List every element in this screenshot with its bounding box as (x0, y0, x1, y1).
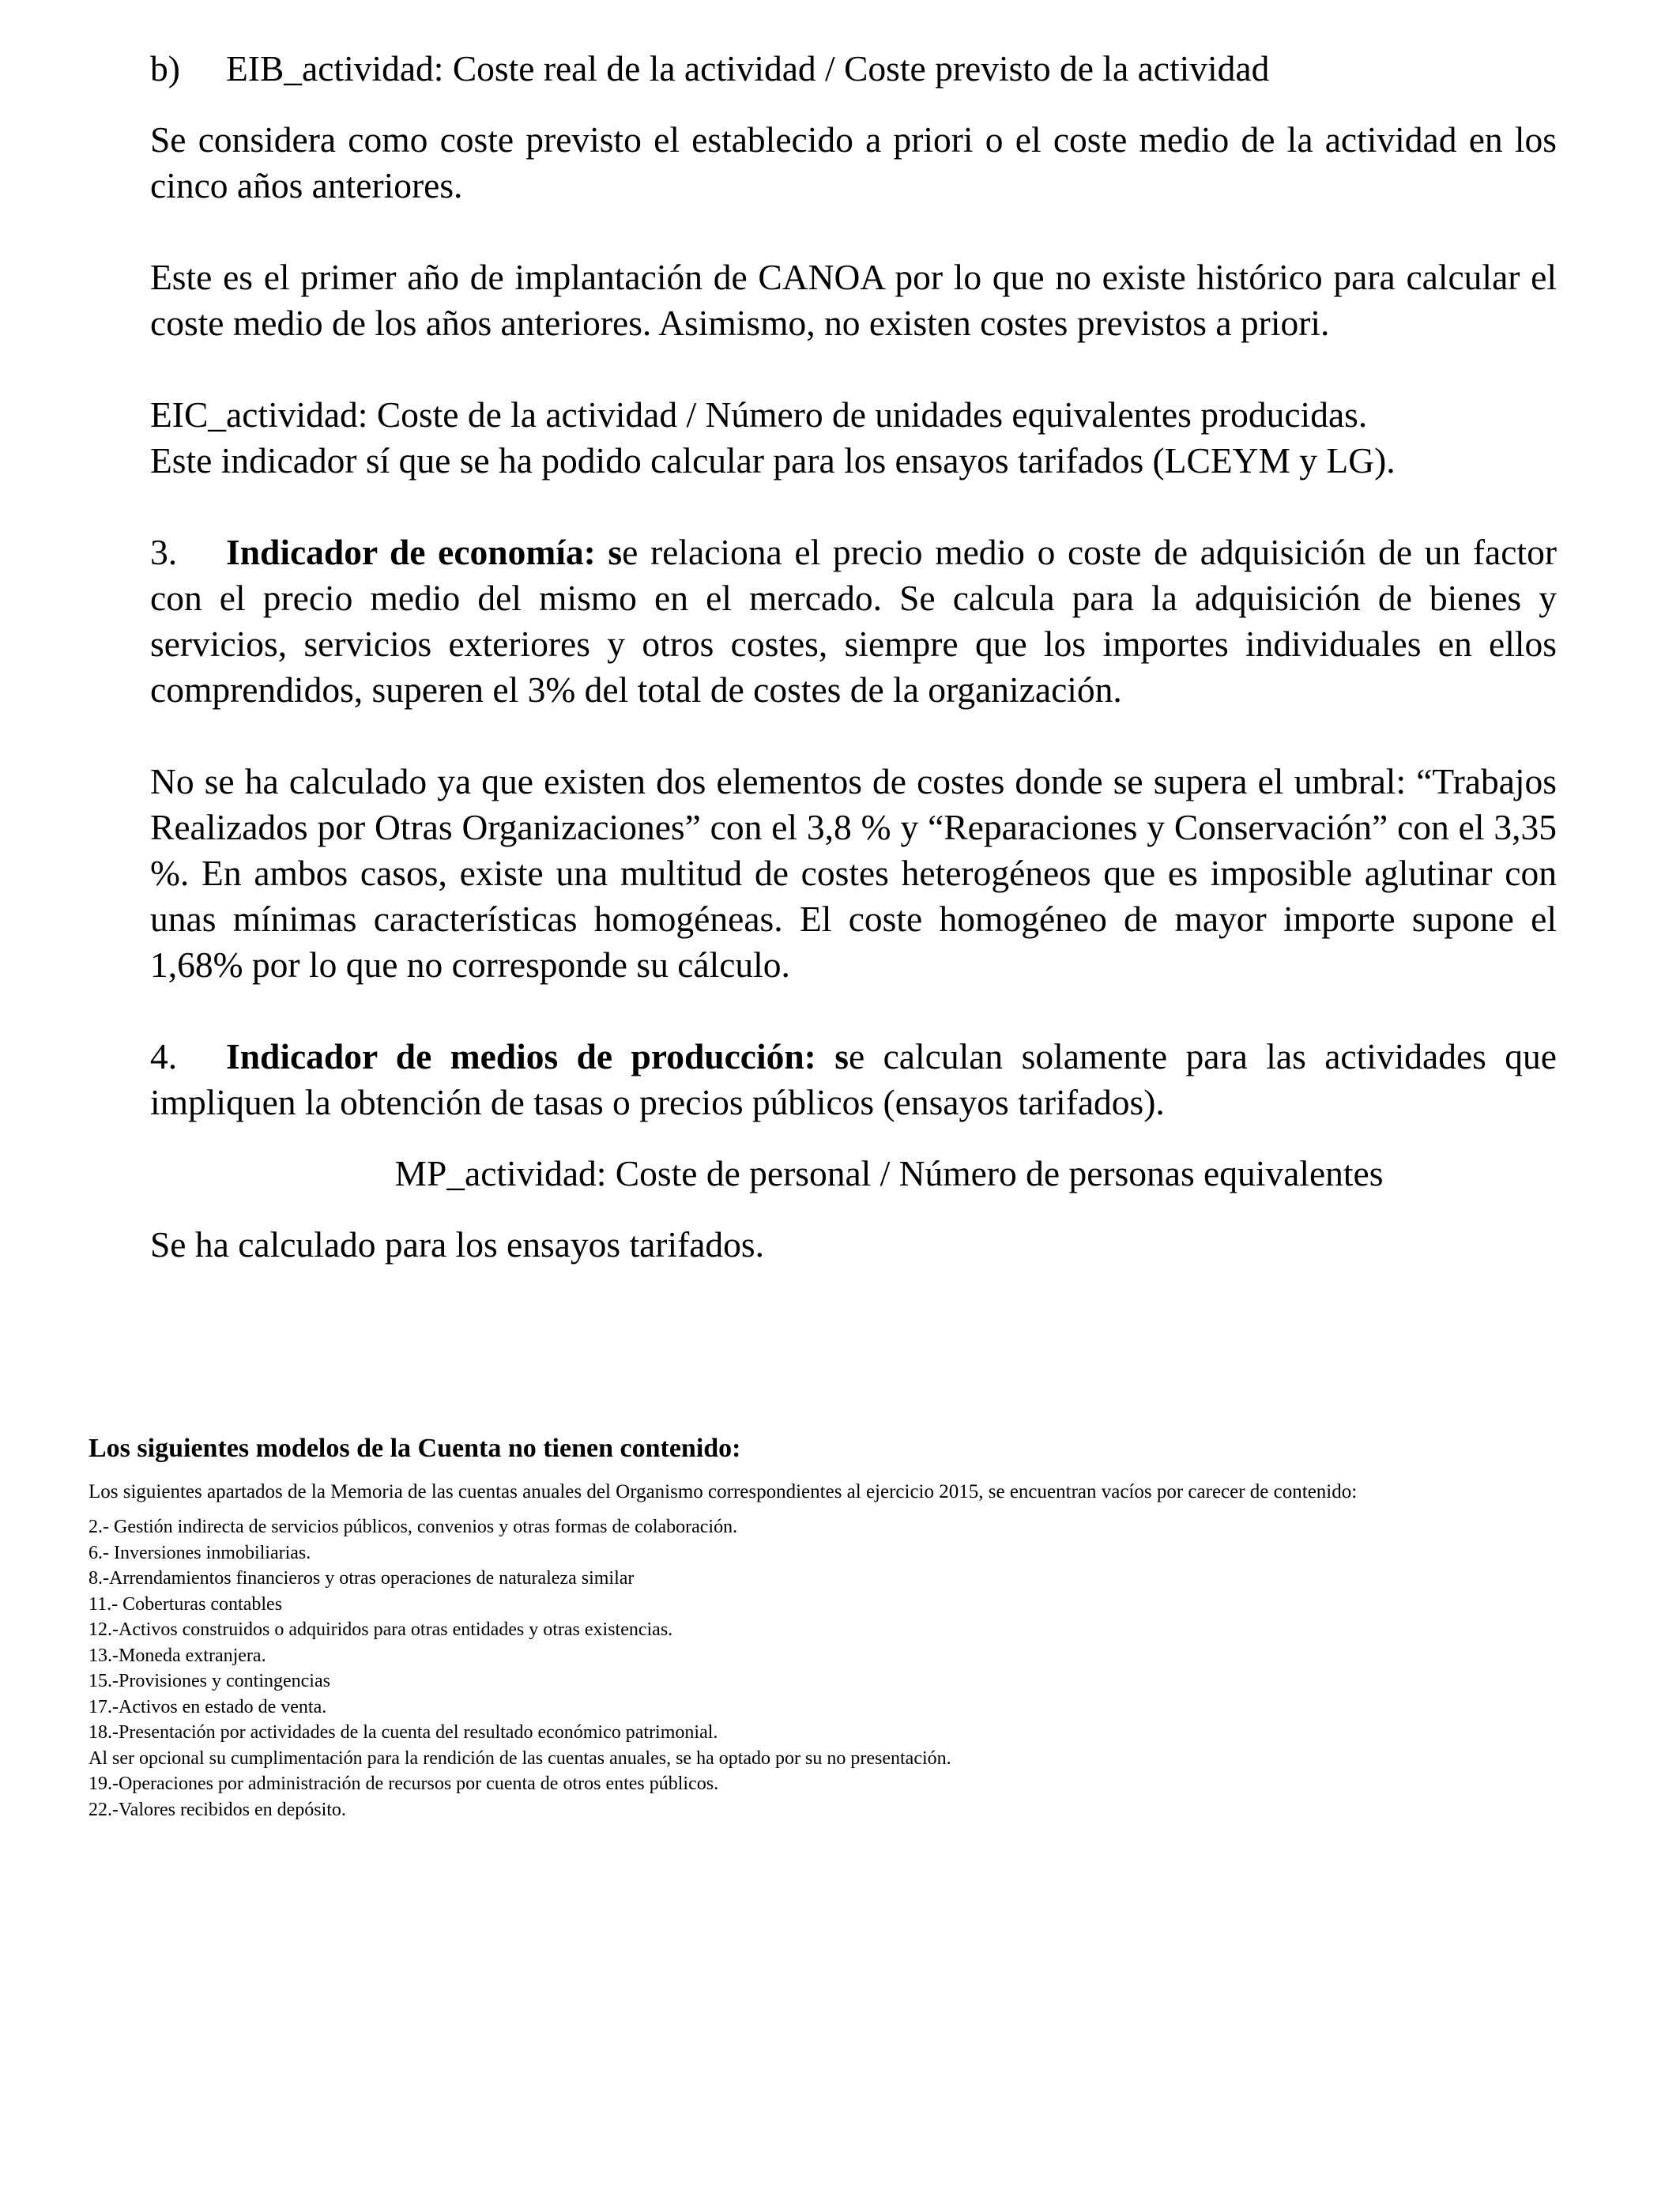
models-title: Los siguientes modelos de la Cuenta no tienen contenido: (89, 1434, 741, 1463)
eib-formula: EIB_actividad: Coste real de la actividad / Coste previsto de la actividad (226, 48, 1270, 89)
list-item: 8.-Arrendamientos financieros y otras operaciones de naturaleza similar (89, 1568, 635, 1589)
models-section (89, 1432, 1590, 1823)
mp-formula: MP_actividad: Coste de personal / Número de personas equivalentes (394, 1153, 1384, 1193)
item-4-text: e calculan solamente para las actividades que impliquen la obtención de tasas o precios públicos (ensayos tarifados). (150, 1036, 1557, 1122)
list-item: 11.- Coberturas contables (89, 1593, 283, 1615)
eic-note: Este indicador sí que se ha podido calcular para los ensayos tarifados (LCEYM y LG). (150, 440, 1396, 481)
list-item: 6.- Inversiones inmobiliarias. (89, 1542, 311, 1563)
paragraph-no-calculado: No se ha calculado ya que existen dos elementos de costes donde se supera el umbral: “Trabajos Realizados por Otras Organizaciones” con el 3,8 % y “Reparaciones y Conservación” con el 3,35 %. En ambos casos, existe una multitud de costes heterogéneos que es imposible aglutinar con unas mínimas características homogéneas. El coste homogéneo de mayor importe supone el 1,68% por lo que no corresponde su cálculo. (150, 761, 1557, 985)
item-4-indicador-medios (150, 1034, 1557, 1125)
paragraph-calculado-tarifados: Se ha calculado para los ensayos tarifados. (150, 1224, 765, 1265)
list-item: 19.-Operaciones por administración de recursos por cuenta de otros entes públicos. (89, 1774, 719, 1794)
paragraph-coste-previsto: Se considera como coste previsto el establecido a priori o el coste medio de la actividad en los cinco años anteriores. (150, 119, 1557, 205)
list-item: Al ser opcional su cumplimentación para la rendición de las cuentas anuales, se ha optado por su no presentación. (89, 1747, 951, 1769)
list-item: 15.-Provisiones y contingencias (89, 1671, 330, 1691)
item-4-bold-lead: Indicador de medios de producción: (226, 1036, 816, 1076)
item-3-text: e relaciona el precio medio o coste de adquisición de un factor con el precio medio del mismo en el mercado. Se calcula para la adquisición de bienes y servicios, servicios exteriores y otros costes, siempre que los importes individuales en ellos comprendidos, superen el 3% del total de costes de la organización. (150, 532, 1557, 710)
item-4-bold-s: s (816, 1036, 849, 1076)
list-marker-b: b) (150, 48, 180, 89)
models-intro: Los siguientes apartados de la Memoria de las cuentas anuales del Organismo correspondientes al ejercicio 2015, se encuentran vacíos por carecer de contenido: (89, 1481, 1358, 1502)
item-3-number: 3. (150, 532, 178, 572)
item-4-number: 4. (150, 1036, 178, 1076)
item-3-bold-s: s (595, 532, 623, 572)
main-text-block (150, 46, 1557, 1268)
item-3-bold-lead: Indicador de economía: (226, 532, 596, 572)
list-item: 2.- Gestión indirecta de servicios públicos, convenios y otras formas de colaboración. (89, 1517, 738, 1537)
item-3-indicador-economia (150, 530, 1557, 713)
list-item: 22.-Valores recibidos en depósito. (89, 1799, 346, 1820)
list-item: 17.-Activos en estado de venta. (89, 1696, 327, 1717)
eic-formula: EIC_actividad: Coste de la actividad / Número de unidades equivalentes producidas. (150, 394, 1368, 435)
paragraph-primer-ano: Este es el primer año de implantación de CANOA por lo que no existe histórico para calcular el coste medio de los años anteriores. Asimismo, no existen costes previstos a priori. (150, 257, 1557, 343)
list-item: 13.-Moneda extranjera. (89, 1645, 266, 1666)
list-item: 18.-Presentación por actividades de la cuenta del resultado económico patrimonial. (89, 1722, 718, 1743)
eib-heading (150, 46, 1557, 92)
list-item: 12.-Activos construidos o adquiridos para otras entidades y otras existencias. (89, 1619, 673, 1640)
models-list (89, 1514, 1590, 1823)
